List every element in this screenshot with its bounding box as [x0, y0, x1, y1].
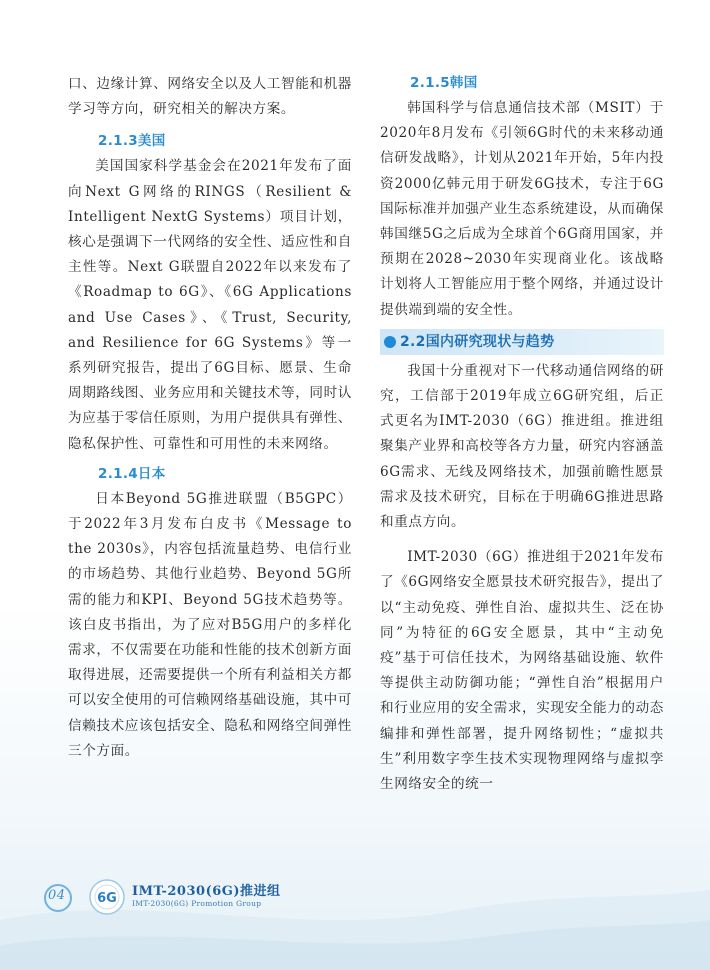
org-name: IMT-2030(6G)推进组: [132, 884, 281, 899]
section-bar-domestic: [380, 329, 664, 355]
page-number: 04: [48, 888, 66, 903]
heading-domestic: 2.2国内研究现状与趋势: [400, 333, 555, 350]
paragraph-usa: 美国国家科学基金会在2021年发布了面向Next G网络的RINGS（Resilient & Intelligent NextG Systems）项目计划，核心是强调下一代网络的安全性、适应性和自主性等。Next G联盟自2022年以来发布了《Roadmap to 6G》、《6G Applications and Use Cases》、《Trust, Security, and Resilience for 6G Systems》等一系列研究报告，提出了6G目标、愿景、生命周期路线图、业务应用和关键技术等，同时认为应基于零信任原则，为用户提供具有弹性、隐私保护性、可靠性和可用性的未来网络。: [68, 158, 352, 452]
imt2030-logo-icon: [88, 878, 126, 916]
paragraph-domestic-2: IMT-2030（6G）推进组于2021年发布了《6G网络安全愿景技术研究报告》，提出了以“主动免疫、弹性自治、虚拟共生、泛在协同”为特征的6G安全愿景，其中“主动免疫”基于可信任技术，为网络基础设施、软件等提供主动防御功能；“弹性自治”根据用户和行业应用的安全需求，实现安全能力的动态编排和弹性部署，提升网络韧性；“虚拟共生”利用数字孪生技术实现物理网络与虚拟孪生网络安全的统一: [380, 549, 664, 793]
org-subtitle: IMT-2030(6G) Promotion Group: [132, 899, 262, 908]
heading-korea: 2.1.5韩国: [410, 75, 478, 91]
paragraph-japan: 日本Beyond 5G推进联盟（B5GPC）于2022年3月发布白皮书《Message to the 2030s》，内容包括流量趋势、电信行业的市场趋势、其他行业趋势、Beyond 5G所需的能力和KPI、Beyond 5G技术趋势等。该白皮书指出，为了应对B5G用户的多样化需求，不仅需要在功能和性能的技术创新方面取得进展，还需要提供一个所有利益相关方都可以安全使用的可信赖网络基础设施，其中可信赖技术应该包括安全、隐私和网络空间弹性三个方面。: [68, 490, 352, 759]
page-number-badge: [44, 884, 84, 912]
page-footer: [44, 878, 344, 918]
logo-text: 6G: [97, 891, 117, 906]
paragraph-korea: 韩国科学与信息通信技术部（MSIT）于2020年8月发布《引领6G时代的未来移动通信研发战略》，计划从2021年开始，5年内投资2000亿韩元用于研发6G技术，专注于6G国际标准并加强产业生态系统建设，从而确保韩国继5G之后成为全球首个6G商用国家，并预期在2028~2030年实现商业化。该战略计划将人工智能应用于整个网络，并通过设计提供端到端的安全性。: [380, 100, 664, 318]
footer-brand: [132, 884, 281, 909]
intro-paragraph: 口、边缘计算、网络安全以及人工智能和机器学习等方向，研究相关的解决方案。: [68, 76, 352, 118]
heading-japan: 2.1.4日本: [98, 465, 166, 482]
paragraph-domestic-1: 我国十分重视对下一代移动通信网络的研究，工信部于2019年成立6G研究组，后正式更名为IMT-2030（6G）推进组。推进组聚集产业界和高校等各方力量，研究内容涵盖6G需求、无线及网络技术，加强前瞻性愿景需求及技术研究，目标在于明确6G推进思路和重点方向。: [380, 362, 664, 531]
left-column: [68, 72, 352, 764]
heading-usa: 2.1.3美国: [98, 133, 166, 150]
right-column: [380, 70, 664, 797]
section-bullet-icon: [384, 336, 396, 348]
